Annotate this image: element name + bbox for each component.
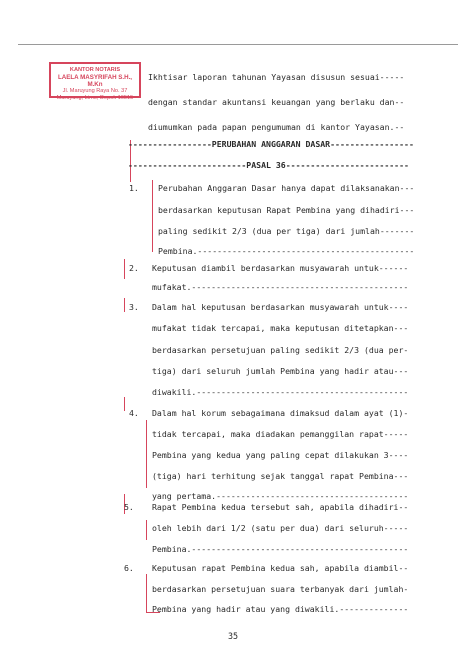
item-number: 3. (129, 302, 139, 312)
page-number: 35 (228, 631, 239, 641)
margin-mark (146, 574, 147, 612)
item-number: 4. (129, 408, 139, 418)
item-line: Pembina yang kedua yang paling cepat dilakukan 3---- (152, 450, 409, 460)
margin-mark (124, 397, 125, 411)
section-heading: -----------------PERUBAHAN ANGGARAN DASAR----------------- (128, 139, 414, 149)
item-line: Rapat Pembina kedua tersebut sah, apabila dihadiri-- (152, 502, 409, 512)
stamp-city: Maruyung, Limo, Depok 16515 (56, 95, 134, 101)
item-line: Dalam hal keputusan berdasarkan musyawarah untuk---- (152, 302, 409, 312)
item-line: diwakili.------------------------------------------- (152, 387, 409, 397)
item-number: 6. (124, 563, 134, 573)
item-line: oleh lebih dari 1/2 (satu per dua) dari seluruh----- (152, 523, 409, 533)
stamp-name: LAELA MASYRIFAH S.H., M.Kn (57, 74, 133, 88)
article-heading: ------------------------PASAL 36------------------------- (128, 160, 409, 170)
item-line: Perubahan Anggaran Dasar hanya dapat dilaksanakan--- (158, 183, 415, 193)
item-line: Pembina.-------------------------------------------- (158, 246, 415, 256)
item-line: paling sedikit 2/3 (dua per tiga) dari jumlah------- (158, 226, 415, 236)
item-number: 2. (129, 263, 139, 273)
item-line: tiga) dari seluruh jumlah Pembina yang hadir atau--- (152, 366, 409, 376)
item-line: berdasarkan keputusan Rapat Pembina yang dihadiri--- (158, 205, 415, 215)
margin-mark (152, 180, 153, 252)
margin-mark (146, 520, 147, 540)
item-line: Keputusan rapat Pembina kedua sah, apabila diambil-- (152, 563, 409, 573)
item-number: 1. (129, 183, 139, 193)
top-rule (18, 44, 458, 45)
item-line: tidak tercapai, maka diadakan pemanggilan rapat----- (152, 429, 409, 439)
item-line: mufakat.-------------------------------------------- (152, 282, 409, 292)
margin-mark (124, 259, 125, 279)
item-line: (tiga) hari terhitung sejak tanggal rapat Pembina--- (152, 471, 409, 481)
body-line: diumumkan pada papan pengumuman di kantor Yayasan.-- (148, 122, 405, 132)
body-line: dengan standar akuntansi keuangan yang berlaku dan-- (148, 97, 405, 107)
notary-stamp (49, 62, 141, 101)
item-line: Dalam hal korum sebagaimana dimaksud dalam ayat (1)- (152, 408, 409, 418)
body-line: Ikhtisar laporan tahunan Yayasan disusun sesuai----- (148, 72, 405, 82)
stamp-street: Jl. Maruyung Raya No. 37 (62, 88, 128, 94)
margin-mark (146, 420, 147, 488)
item-line: Pembina.-------------------------------------------- (152, 544, 409, 554)
stamp-title: KANTOR NOTARIS (69, 67, 121, 73)
item-line: berdasarkan persetujuan suara terbanyak dari jumlah- (152, 584, 409, 594)
item-line: berdasarkan persetujuan paling sedikit 2/3 (dua per- (152, 345, 409, 355)
margin-mark (124, 298, 125, 312)
item-line: Pembina yang hadir atau yang diwakili.-------------- (152, 604, 409, 614)
item-line: Keputusan diambil berdasarkan musyawarah untuk------ (152, 263, 409, 273)
item-line: mufakat tidak tercapai, maka keputusan ditetapkan--- (152, 323, 409, 333)
item-line: yang pertama.--------------------------------------- (152, 491, 409, 501)
item-number: 5. (124, 502, 134, 512)
